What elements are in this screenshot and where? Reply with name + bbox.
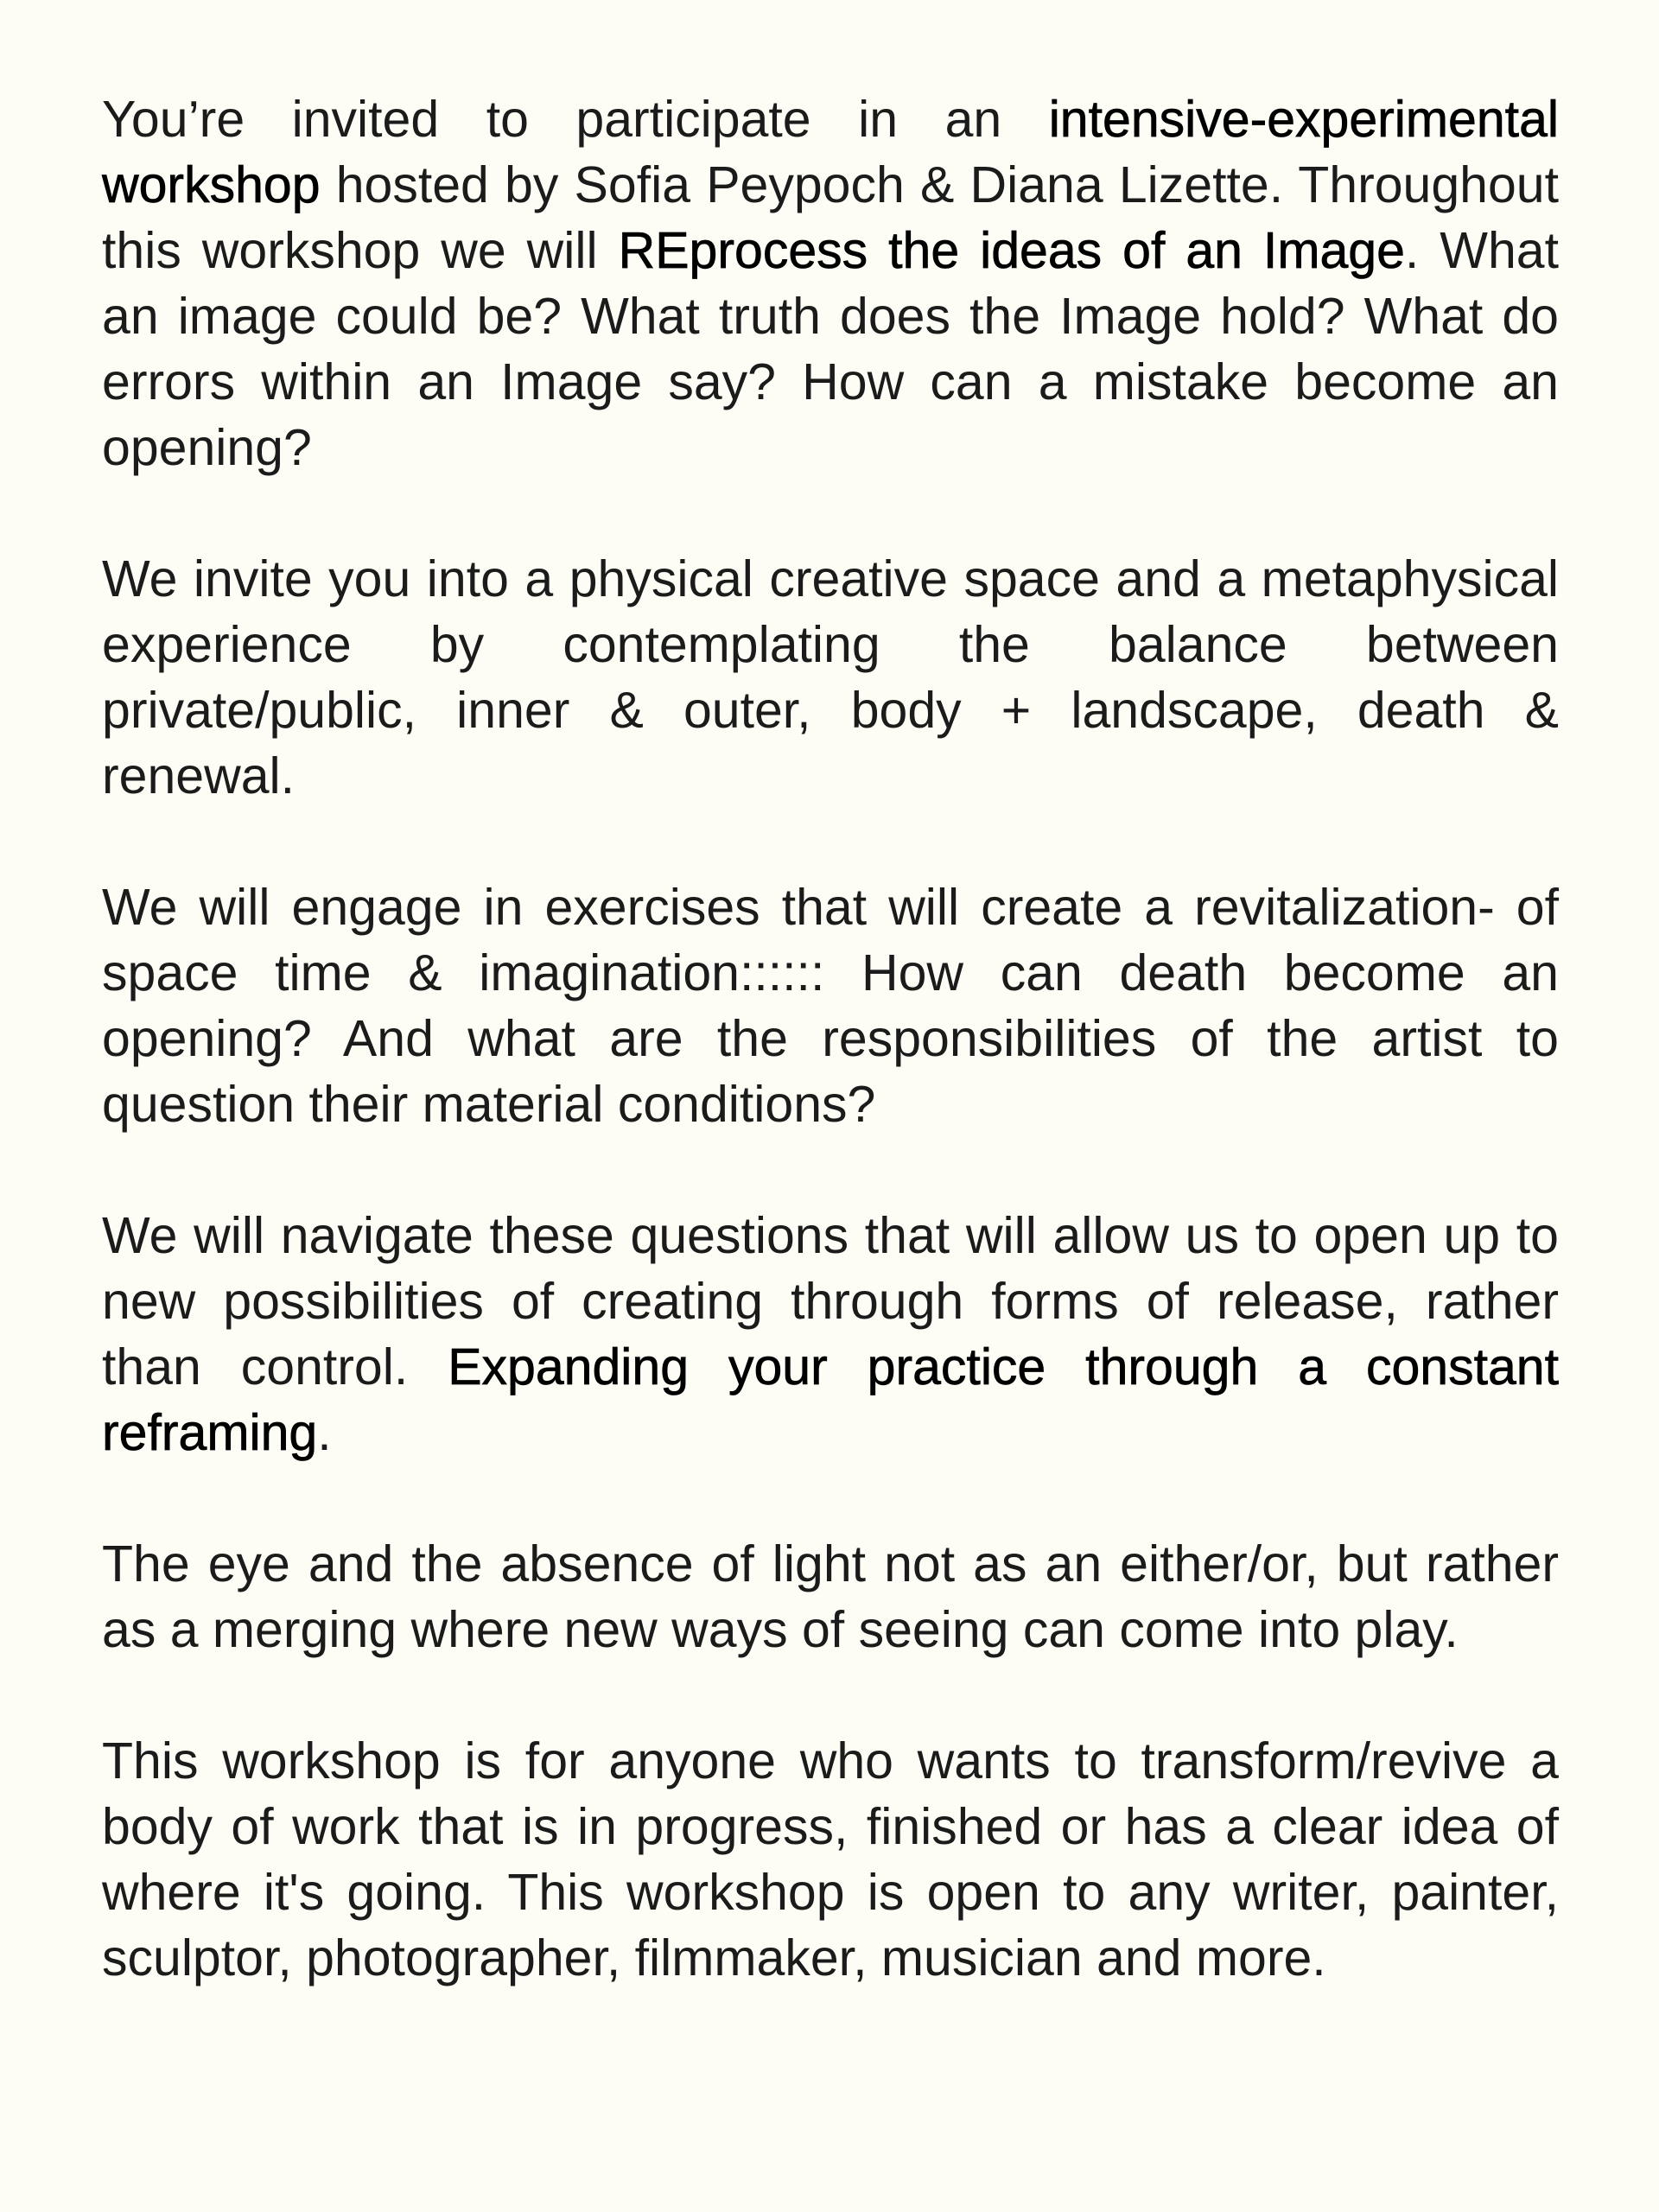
paragraph-audience [102, 1728, 1559, 1991]
invitation-text: You’re invited to participate in an [102, 91, 1049, 148]
workshop-description [102, 86, 1559, 1991]
invitation-text: hosted by Sofia Peypoch & Diana Lizette. Throughout this workshop we will [102, 156, 1559, 279]
space-text: We invite you into a physical creative space and a metaphysical experience by contemplating the balance between private/public, inner & outer, body + landscape, death & renewal. [102, 550, 1559, 804]
paragraph-exercises [102, 874, 1559, 1137]
eye-text: The eye and the absence of light not as an either/or, but rather as a merging where new ways of seeing can come into play. [102, 1535, 1559, 1658]
paragraph-navigate [102, 1203, 1559, 1465]
paragraph-space [102, 546, 1559, 809]
invitation-questions: . What an image could be? What truth does the Image hold? What do errors within an Image say? How can a mistake become an opening? [102, 222, 1559, 476]
highlight-reprocess-image: REprocess the ideas of an Image [618, 222, 1405, 279]
exercises-text: We will engage in exercises that will create a revitalization- of space time & imagination:::::: How can death become an opening? And what are the responsibilities of the artist to question their material conditions? [102, 879, 1559, 1133]
audience-text: This workshop is for anyone who wants to transform/revive a body of work that is in progress, finished or has a clear idea of where it's going. This workshop is open to any writer, painter, sculptor, photographer, filmmaker, musician and more. [102, 1732, 1559, 1986]
navigate-text: We will navigate these questions that will allow us to open up to new possibilities of creating through forms of release, rather than control. [102, 1207, 1559, 1395]
paragraph-eye [102, 1531, 1559, 1662]
navigate-period: . [317, 1404, 332, 1461]
paragraph-invitation [102, 86, 1559, 480]
highlight-workshop-type: intensive-experimental workshop [102, 91, 1559, 213]
highlight-expanding-practice: Expanding your practice through a constant reframing [102, 1338, 1560, 1461]
